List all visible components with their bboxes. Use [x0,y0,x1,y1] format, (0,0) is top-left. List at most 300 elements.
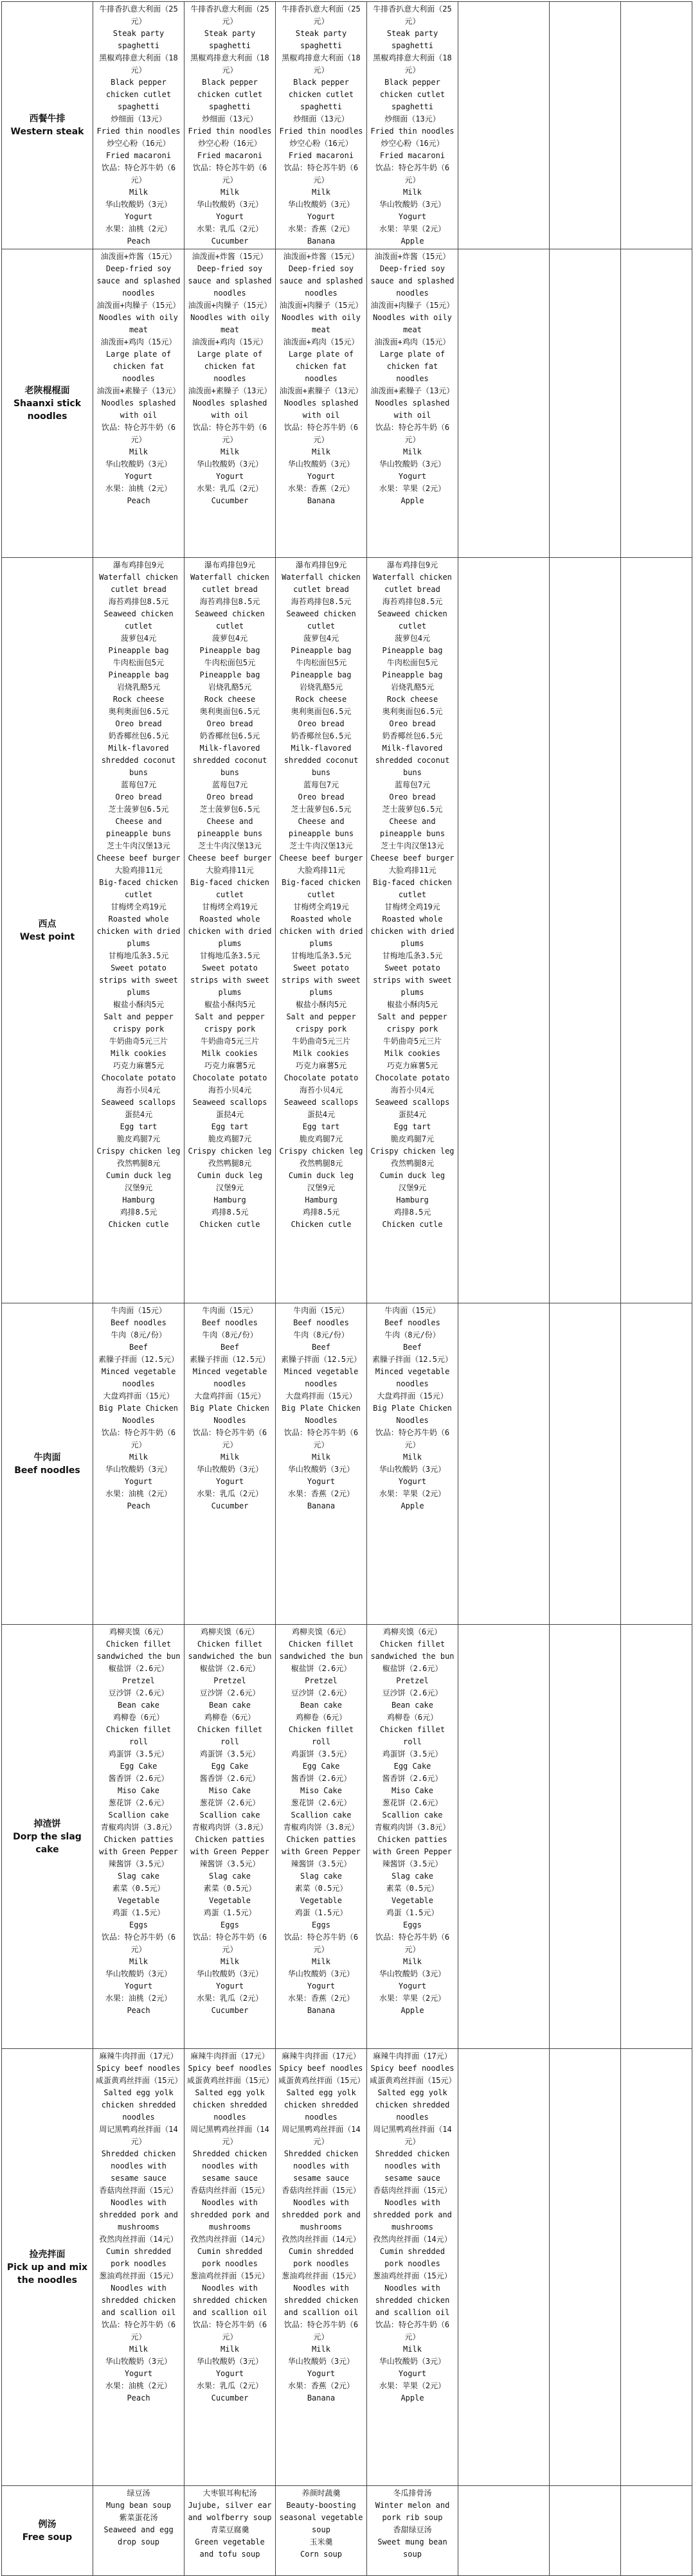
menu-item-line: 咸蛋黄鸡丝拌面（15元） [187,2076,274,2085]
empty-day-cell [458,2,550,249]
menu-item-line: Rock cheese [295,695,347,704]
menu-day-cell [367,2049,458,2486]
menu-item-line: 酱香饼（2.6元） [382,1774,443,1783]
empty-day-cell [621,2,692,249]
menu-item-line: 豆沙饼（2.6元） [199,1688,260,1697]
menu-item-line: Minced vegetable noodles [375,1367,450,1388]
menu-item-line: Winter melon and pork rib soup [375,2501,450,2522]
menu-item-line: 鸡蛋饼（3.5元） [108,1749,169,1758]
menu-item-line: Waterfall chicken cutlet bread [373,573,452,594]
menu-item-line: Chicken cutle [382,1220,443,1229]
menu-item-line: Egg tart [393,1122,431,1131]
menu-item-line: 麻辣牛肉拌面（17元） [282,2052,361,2061]
menu-item-line: 芝士菠萝包6.5元 [291,805,352,814]
menu-item-line: 芝士牛肉汉堡13元 [381,841,444,850]
menu-item-line: 酱香饼（2.6元） [108,1774,169,1783]
menu-item-line: Yogurt [215,212,244,221]
menu-item-line: 油泼面+素臊子（13元） Noodles splashed with oil [279,386,363,420]
menu-item-line: 香菇肉丝拌面（15元） [373,2186,452,2195]
menu-item-line: Hamburg [213,1195,246,1204]
menu-item-line: Salted egg yolk chicken shredded noodles [284,2088,359,2122]
menu-item-line: Cheese and pineapple buns [105,817,172,838]
menu-item-line: 紫菜蛋花汤 [119,2513,158,2522]
menu-item-line: 水果：香蕉（2元） [287,224,355,233]
menu-item-line: 芝士菠萝包6.5元 [199,805,260,814]
menu-item-line: 青椒鸡肉饼（3.8元） [374,1823,451,1832]
menu-item-line: Yogurt [215,2369,244,2378]
menu-item-line: Miso Cake [208,1786,251,1795]
menu-item-line: Deep-fried soy sauce and splashed noodles [96,264,181,298]
menu-item-line: Oreo bread [206,792,253,801]
menu-item-line: 周记黑鸭鸡丝拌面（14元） [190,2125,269,2146]
menu-item-line: Eggs [312,1920,330,1929]
menu-item-line: Cumin shredded pork noodles [288,2247,354,2268]
menu-item-line: Noodles with shredded pork and mushrooms [282,2198,361,2232]
menu-item-line: 瀑布鸡排包9元 [295,560,347,569]
menu-item-line: 香菇肉丝拌面（15元） [282,2186,361,2195]
category-name-cn: 掉渣饼 [33,1818,61,1829]
menu-item-line: 华山牧酸奶（3元） [287,1969,355,1978]
menu-item-line: 水果：苹果（2元） [379,1489,446,1498]
menu-item-line: 岩烧乳酪5元 [390,683,435,692]
menu-item-line: Green vegetable and tofu soup [195,2537,265,2559]
menu-item-line: Milk [312,188,330,197]
menu-item-line: Egg Cake [120,1762,158,1771]
menu-item-line: Beef noodles [202,1318,258,1327]
menu-item-line: 芝士牛肉汉堡13元 [198,841,262,850]
menu-item-line: Bean cake [117,1701,160,1710]
menu-item-line: 油泼面+鸡肉（15元） [100,337,177,346]
menu-item-line: Deep-fried soy sauce and splashed noodles [279,264,363,298]
menu-item-line: Salt and pepper crispy pork [286,1012,356,1033]
menu-item-line: 辣酱饼（3.5元） [291,1859,352,1868]
menu-item-line: 汉堡9元 [307,1183,336,1192]
menu-item-line: Cucumber [211,237,249,246]
menu-item-line: Sweet potato strips with sweet plums [99,963,178,997]
menu-item-line: 奥利奥面包6.5元 [108,707,169,716]
menu-item-line: Chocolate potato [375,1073,450,1082]
menu-item-line: 青椒鸡肉饼（3.8元） [283,1823,359,1832]
menu-item-line: 大脸鸡排11元 [206,866,254,875]
menu-item-line: Milk-flavored shredded coconut buns [375,744,450,777]
menu-item-line: 鸡排8.5元 [211,1208,249,1217]
menu-day-cell [93,2049,184,2486]
menu-item-line: Large plate of chicken fat noodles [105,350,172,383]
menu-item-line: 海苔小贝4元 [299,1086,343,1095]
menu-item-line: 葱花饼（2.6元） [291,1798,352,1807]
menu-item-line: Cumin shredded pork noodles [379,2247,446,2268]
menu-item-line: Oreo bread [206,719,253,728]
empty-day-cell [550,2049,621,2486]
menu-item-line: Seaweed chicken cutlet [286,609,356,631]
menu-item-line: Chicken fillet roll [105,1725,172,1746]
menu-item-line: Black pepper chicken cutlet spaghetti [105,78,172,111]
menu-item-line: 华山牧酸奶（3元） [196,1465,264,1474]
menu-item-line: Cheese and pineapple buns [379,817,446,838]
empty-day-cell [621,2049,692,2486]
menu-item-line: 华山牧酸奶（3元） [105,1465,172,1474]
menu-item-line: 水果：香蕉（2元） [287,1994,355,2003]
menu-day-cell [367,249,458,558]
menu-item-line: 孜然鸭腿8元 [390,1159,435,1168]
menu-item-line: Roasted whole chicken with dried plums [279,915,363,948]
category-name-en: Free soup [22,2532,73,2543]
menu-item-line: 蓝莓包7元 [212,780,248,789]
menu-item-line: Milk cookies [293,1049,349,1058]
menu-item-line: Slag cake [300,1872,343,1881]
empty-day-cell [458,2049,550,2486]
menu-item-line: 素菜（0.5元） [386,1884,439,1893]
menu-item-line: Oreo bread [298,719,345,728]
menu-item-line: Beef noodles [293,1318,349,1327]
menu-item-line: 油泼面+肉臊子（15元） Noodles with oily meat [279,301,363,334]
menu-item-line: Cumin shredded pork noodles [197,2247,263,2268]
menu-item-line: Cumin duck leg [105,1171,172,1180]
menu-item-line: 青菜豆腐羹 [210,2525,249,2534]
menu-item-line: Waterfall chicken cutlet bread [190,573,269,594]
menu-item-line: Cucumber [211,496,249,505]
menu-item-line: Slag cake [391,1872,434,1881]
menu-item-line: 大脸鸡排11元 [388,866,437,875]
menu-item-line: Shredded chicken noodles with sesame sauce [192,2149,267,2183]
menu-item-line: Yogurt [124,472,153,481]
menu-item-line: 菠萝包4元 [394,634,431,643]
menu-item-line: 甘梅烤全鸡19元 [293,902,349,911]
menu-item-line: Seaweed chicken cutlet [377,609,447,631]
menu-item-line: Yogurt [398,1477,427,1486]
menu-item-line: Slag cake [208,1872,251,1881]
menu-item-line: 孜然肉丝拌面（14元） [99,2235,178,2244]
menu-item-line: 豆沙饼（2.6元） [108,1688,169,1697]
menu-item-line: 葱花饼（2.6元） [108,1798,169,1807]
menu-item-line: Peach [127,2393,150,2402]
menu-item-line: 素菜（0.5元） [294,1884,348,1893]
menu-item-line: 华山牧酸奶（3元） [379,2357,446,2366]
empty-day-cell [458,558,550,1303]
menu-item-line: Eggs [221,1920,239,1929]
menu-item-line: 饮品：特仑苏牛奶（6元） [284,1428,359,1449]
menu-item-line: 水果：苹果（2元） [379,224,446,233]
category-name-en: West point [19,931,75,942]
menu-day-cell [184,558,276,1303]
menu-item-line: 炒细面（13元） [384,114,440,123]
menu-item-line: 汉堡9元 [398,1183,427,1192]
menu-item-line: 华山牧酸奶（3元） [196,2357,264,2366]
menu-item-line: 炒空心粉（16元） [107,139,170,148]
menu-item-line: Milk [221,1957,239,1966]
menu-item-line: Large plate of chicken fat noodles [379,350,446,383]
empty-day-cell [550,1303,621,1625]
menu-item-line: Miso Cake [391,1786,434,1795]
menu-item-line: Oreo bread [389,719,436,728]
menu-item-line: 大脸鸡排11元 [297,866,345,875]
menu-item-line: Vegetable [300,1896,343,1905]
menu-item-line: 牛排香扒意大利面（25元） [373,4,452,26]
menu-item-line: Yogurt [124,212,153,221]
menu-item-line: 孜然鸭腿8元 [116,1159,161,1168]
menu-item-line: 饮品：特仑苏牛奶（6元） [192,423,267,444]
menu-item-line: Beef [221,1343,239,1352]
menu-day-cell [93,1625,184,2049]
menu-item-line: Pineapple bag [382,670,443,679]
menu-day-cell [184,1303,276,1625]
menu-item-line: Milk [129,1453,148,1462]
menu-item-line: 芝士菠萝包6.5元 [382,805,443,814]
menu-item-line: Big-faced chicken cutlet [190,878,269,899]
menu-item-line: Crispy chicken leg [279,1147,363,1156]
menu-item-line: 大盘鸡拌面（15元） [103,1391,174,1400]
menu-item-line: 菠萝包4元 [120,634,157,643]
menu-item-line: Milk-flavored shredded coconut buns [284,744,359,777]
menu-item-line: 蛋挞4元 [215,1110,244,1119]
menu-item-line: Pretzel [213,1676,246,1685]
menu-item-line: 椒盐小酥肉5元 [204,1000,256,1009]
menu-day-cell [184,2,276,249]
menu-item-line: 岩烧乳酪5元 [116,683,161,692]
menu-item-line: 饮品：特仑苏牛奶（6元） [101,163,176,184]
menu-item-line: 麻辣牛肉拌面（17元） [99,2052,178,2061]
menu-item-line: Apple [401,496,424,505]
menu-item-line: 辣酱饼（3.5元） [382,1859,443,1868]
menu-day-cell [276,2486,367,2576]
menu-item-line: Chicken fillet roll [288,1725,354,1746]
menu-item-line: Banana [307,496,336,505]
menu-item-line: 海苔鸡排包8.5元 [382,597,443,606]
menu-item-line: Roasted whole chicken with dried plums [370,915,455,948]
menu-item-line: 饮品：特仑苏牛奶（6元） [192,2320,267,2341]
menu-item-line: Milk [403,2345,422,2354]
empty-day-cell [550,249,621,558]
menu-item-line: 鸡蛋（1.5元） [386,1908,439,1917]
category-name-en: Beef noodles [14,1465,80,1476]
menu-item-line: 水果：油桃（2元） [105,2381,172,2390]
menu-item-line: 油泼面+肉臊子（15元） Noodles with oily meat [188,301,272,334]
menu-item-line: 周记黑鸭鸡丝拌面（14元） [373,2125,452,2146]
menu-item-line: 脆皮鸡腿7元 [116,1134,161,1143]
menu-item-line: 孜然肉丝拌面（14元） [373,2235,452,2244]
menu-day-cell [276,249,367,558]
menu-item-line: Yogurt [398,2369,427,2378]
menu-item-line: Big Plate Chicken Noodles [190,1404,269,1425]
menu-item-line: Pineapple bag [291,646,352,655]
menu-item-line: 葱花饼（2.6元） [199,1798,260,1807]
menu-item-line: Salt and pepper crispy pork [104,1012,174,1033]
menu-item-line: Pineapple bag [108,670,169,679]
menu-item-line: 饮品：特仑苏牛奶（6元） [101,2320,176,2341]
menu-item-line: Bean cake [300,1701,343,1710]
menu-item-line: Shredded chicken noodles with sesame sauce [375,2149,450,2183]
empty-day-cell [458,249,550,558]
menu-day-cell [367,2,458,249]
menu-item-line: Milk [312,447,330,456]
menu-item-line: 水果：苹果（2元） [379,2381,446,2390]
menu-item-line: Hamburg [305,1195,338,1204]
menu-item-line: Milk [129,1957,148,1966]
menu-item-line: Scallion cake [199,1811,260,1820]
menu-item-line: Big Plate Chicken Noodles [373,1404,452,1425]
menu-item-line: Sweet mung bean soup [377,2537,447,2559]
menu-item-line: Steak party spaghetti [386,29,438,50]
menu-item-line: Chocolate potato [284,1073,359,1082]
menu-item-line: Milk [403,447,422,456]
menu-item-line: 牛奶曲奇5元三片 [109,1037,168,1046]
menu-item-line: Fried thin noodles [370,127,455,136]
menu-item-line: 炒空心粉（16元） [198,139,262,148]
category-cell [2,2049,93,2486]
menu-item-line: Big-faced chicken cutlet [373,878,452,899]
menu-item-line: 大脸鸡排11元 [114,866,163,875]
category-cell [2,2,93,249]
menu-item-line: 华山牧酸奶（3元） [196,1969,264,1978]
menu-item-line: Pretzel [305,1676,338,1685]
menu-item-line: 华山牧酸奶（3元） [105,2357,172,2366]
menu-item-line: 周记黑鸭鸡丝拌面（14元） [282,2125,361,2146]
menu-item-line: 牛奶曲奇5元三片 [382,1037,442,1046]
menu-item-line: 水果：油桃（2元） [105,484,172,493]
menu-row [2,558,692,1303]
menu-item-line: 鸡柳卷（6元） [204,1713,256,1722]
menu-item-line: 青椒鸡肉饼（3.8元） [100,1823,177,1832]
menu-item-line: Milk [312,1453,330,1462]
menu-item-line: Deep-fried soy sauce and splashed noodles [188,264,272,298]
menu-item-line: Milk [221,188,239,197]
menu-item-line: 水果：油桃（2元） [105,1489,172,1498]
menu-item-line: 华山牧酸奶（3元） [287,460,355,469]
menu-item-line: 素臊子拌面（12.5元） [372,1355,453,1364]
menu-item-line: 鸡柳卷（6元） [113,1713,165,1722]
menu-item-line: 水果：香蕉（2元） [287,2381,355,2390]
menu-item-line: Yogurt [215,1477,244,1486]
menu-item-line: Banana [307,2393,336,2402]
menu-item-line: Salted egg yolk chicken shredded noodles [101,2088,176,2122]
menu-item-line: 瀑布鸡排包9元 [204,560,256,569]
menu-item-line: 炒细面（13元） [293,114,349,123]
menu-item-line: Eggs [403,1920,422,1929]
menu-day-cell [93,249,184,558]
menu-item-line: Oreo bread [115,792,162,801]
category-name-en: Dorp the slag cake [13,1831,82,1855]
category-name-cn: 西点 [38,918,57,929]
menu-item-line: 椒盐饼（2.6元） [291,1664,352,1673]
menu-item-line: 华山牧酸奶（3元） [196,200,264,209]
menu-item-line: Chicken fillet sandwiched the bun [96,1640,181,1661]
menu-item-line: 海苔鸡排包8.5元 [199,597,260,606]
menu-item-line: 奶香椰丝包6.5元 [108,731,169,740]
menu-item-line: 瀑布鸡排包9元 [386,560,438,569]
menu-item-line: 玉米羹 [309,2537,333,2546]
empty-day-cell [458,1303,550,1625]
menu-item-line: 海苔小贝4元 [208,1086,252,1095]
menu-item-line: 饮品：特仑苏牛奶（6元） [375,1428,450,1449]
menu-item-line: Yogurt [307,1981,336,1990]
menu-item-line: 养颜时蔬羹 [302,2489,341,2498]
menu-item-line: 汉堡9元 [124,1183,153,1192]
menu-item-line: 牛排香扒意大利面（25元） [190,4,269,26]
menu-item-line: 素臊子拌面（12.5元） [190,1355,270,1364]
menu-item-line: 大枣银耳枸杞汤 [203,2489,257,2498]
menu-item-line: Banana [307,237,336,246]
menu-item-line: 蛋挞4元 [124,1110,153,1119]
menu-item-line: Oreo bread [298,792,345,801]
menu-item-line: 炒细面（13元） [111,114,166,123]
menu-item-line: Mung bean soup [105,2501,172,2510]
menu-item-line: 饮品：特仑苏牛奶（6元） [284,1933,359,1954]
menu-item-line: 牛奶曲奇5元三片 [200,1037,260,1046]
menu-item-line: 蓝莓包7元 [120,780,157,789]
menu-item-line: Fried thin noodles [188,127,272,136]
menu-row [2,249,692,558]
menu-item-line: 华山牧酸奶（3元） [196,460,264,469]
empty-day-cell [621,2486,692,2576]
menu-item-line: 蓝莓包7元 [394,780,431,789]
menu-item-line: Yogurt [215,472,244,481]
menu-item-line: Cumin shredded pork noodles [105,2247,172,2268]
menu-item-line: Deep-fried soy sauce and splashed noodles [370,264,455,298]
menu-item-line: Cucumber [211,2006,249,2015]
menu-item-line: 奶香椰丝包6.5元 [291,731,352,740]
menu-item-line: 汉堡9元 [215,1183,244,1192]
menu-row [2,1303,692,1625]
menu-item-line: Seaweed scallops [101,1098,176,1107]
menu-item-line: Shredded chicken noodles with sesame sauce [101,2149,176,2183]
menu-item-line: Milk cookies [111,1049,166,1058]
menu-item-line: 饮品：特仑苏牛奶（6元） [101,1933,176,1954]
menu-item-line: 牛肉松面包5元 [295,658,347,667]
menu-item-line: Big Plate Chicken Noodles [99,1404,178,1425]
menu-item-line: Noodles with shredded pork and mushrooms [373,2198,452,2232]
menu-item-line: Seaweed chicken cutlet [195,609,265,631]
menu-item-line: 鸡柳卷（6元） [295,1713,347,1722]
menu-item-line: 黑椒鸡排意大利面（18元） [373,53,452,75]
menu-item-line: 饮品：特仑苏牛奶（6元） [375,1933,450,1954]
menu-item-line: Rock cheese [113,695,165,704]
menu-item-line: Vegetable [117,1896,160,1905]
menu-day-cell [367,1303,458,1625]
menu-item-line: Miso Cake [117,1786,160,1795]
menu-item-line: Salted egg yolk chicken shredded noodles [375,2088,450,2122]
menu-item-line: 大盘鸡拌面（15元） [377,1391,448,1400]
menu-item-line: 华山牧酸奶（3元） [379,200,446,209]
menu-item-line: 岩烧乳酪5元 [208,683,252,692]
menu-item-line: 牛排香扒意大利面（25元） [99,4,178,26]
menu-item-line: 油泼面+鸡肉（15元） [374,337,451,346]
menu-item-line: 奥利奥面包6.5元 [291,707,352,716]
menu-item-line: 黑椒鸡排意大利面（18元） [99,53,178,75]
menu-item-line: Milk [129,447,148,456]
menu-item-line: 油泼面+素臊子（13元） Noodles splashed with oil [188,386,272,420]
menu-item-line: 饮品：特仑苏牛奶（6元） [375,163,450,184]
menu-item-line: Sweet potato strips with sweet plums [190,963,269,997]
menu-item-line: Milk cookies [202,1049,258,1058]
menu-item-line: Milk [129,2345,148,2354]
menu-item-line: 黑椒鸡排意大利面（18元） [282,53,361,75]
menu-item-line: Chicken fillet roll [197,1725,263,1746]
menu-item-line: Crispy chicken leg [188,1147,272,1156]
menu-item-line: 葱油鸡丝拌面（15元） [190,2271,269,2280]
menu-item-line: 素菜（0.5元） [112,1884,165,1893]
menu-item-line: Scallion cake [108,1811,169,1820]
menu-item-line: 孜然鸭腿8元 [208,1159,252,1168]
menu-item-line: 华山牧酸奶（3元） [105,1969,172,1978]
category-cell [2,1625,93,2049]
menu-item-line: Milk [221,1453,239,1462]
menu-item-line: Milk-flavored shredded coconut buns [192,744,267,777]
menu-item-line: 麻辣牛肉拌面（17元） [190,2052,269,2061]
menu-item-line: Chicken cutle [291,1220,352,1229]
menu-item-line: 豆沙饼（2.6元） [291,1688,352,1697]
menu-item-line: 巧克力麻薯5元 [386,1061,438,1070]
menu-item-line: 牛肉（8元/份） [111,1330,166,1339]
